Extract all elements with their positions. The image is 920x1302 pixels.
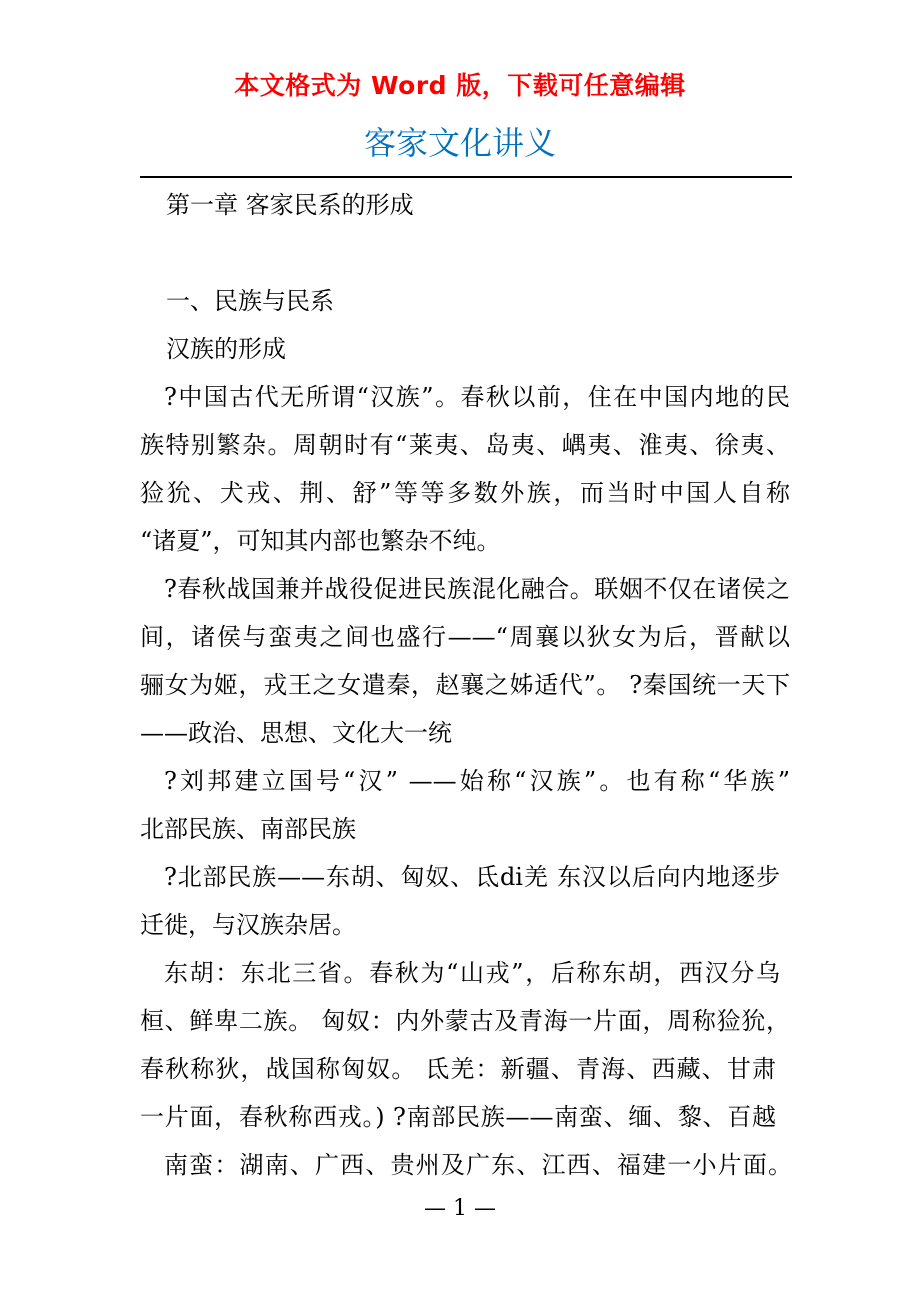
paragraph-line: 骊女为姬，戎王之女遣秦，赵襄之姊适代”。 ?秦国统一天下	[140, 671, 790, 699]
paragraph-line: ?春秋战国兼并战役促进民族混化融合。联姻不仅在诸侯之	[164, 575, 790, 603]
paragraph-line: 族特别繁杂。周朝时有“莱夷、岛夷、嵎夷、淮夷、徐夷、	[140, 431, 790, 459]
paragraph-line: 春秋称狄，战国称匈奴。 氐羌：新疆、青海、西藏、甘肃	[140, 1055, 776, 1083]
paragraph-line: 桓、鲜卑二族。 匈奴：内外蒙古及青海一片面，周称猃狁，	[140, 1007, 790, 1035]
paragraph-line: ?北部民族——东胡、匈奴、氐di羌 东汉以后向内地逐步	[164, 863, 780, 891]
paragraph-line: ——政治、思想、文化大一统	[140, 719, 452, 747]
paragraph-line: ?中国古代无所谓“汉族”。春秋以前，住在中国内地的民	[164, 383, 790, 411]
paragraph-line: 一片面，春秋称西戎。) ?南部民族——南蛮、缅、黎、百越	[140, 1103, 776, 1131]
paragraph-line: 迁徙，与汉族杂居。	[140, 911, 356, 939]
paragraph-line: 间，诸侯与蛮夷之间也盛行——“周襄以狄女为后，晋献以	[140, 623, 790, 651]
paragraph-line: “诸夏”，可知其内部也繁杂不纯。	[140, 527, 501, 555]
document-title: 客家文化讲义	[363, 124, 556, 162]
chapter-heading: 第一章 客家民系的形成	[166, 191, 414, 219]
subsection-heading: 汉族的形成	[166, 335, 286, 363]
paragraph-line: 猃狁、犬戎、荆、舒”等等多数外族，而当时中国人自称	[140, 479, 790, 507]
paragraph-line: 东胡：东北三省。春秋为“山戎”，后称东胡，西汉分乌	[164, 959, 780, 987]
header-rule	[140, 176, 792, 178]
paragraph-line: 南蛮：湖南、广西、贵州及广东、江西、福建一小片面。	[164, 1151, 792, 1179]
paragraph-line: ?刘邦建立国号“汉” ——始称“汉族”。也有称“华族”	[164, 767, 790, 795]
paragraph-line: 北部民族、南部民族	[140, 815, 356, 843]
section-heading: 一、民族与民系	[166, 287, 334, 315]
page-number: — 1 —	[424, 1196, 496, 1221]
download-notice: 本文格式为 Word 版，下载可任意编辑	[234, 71, 686, 100]
